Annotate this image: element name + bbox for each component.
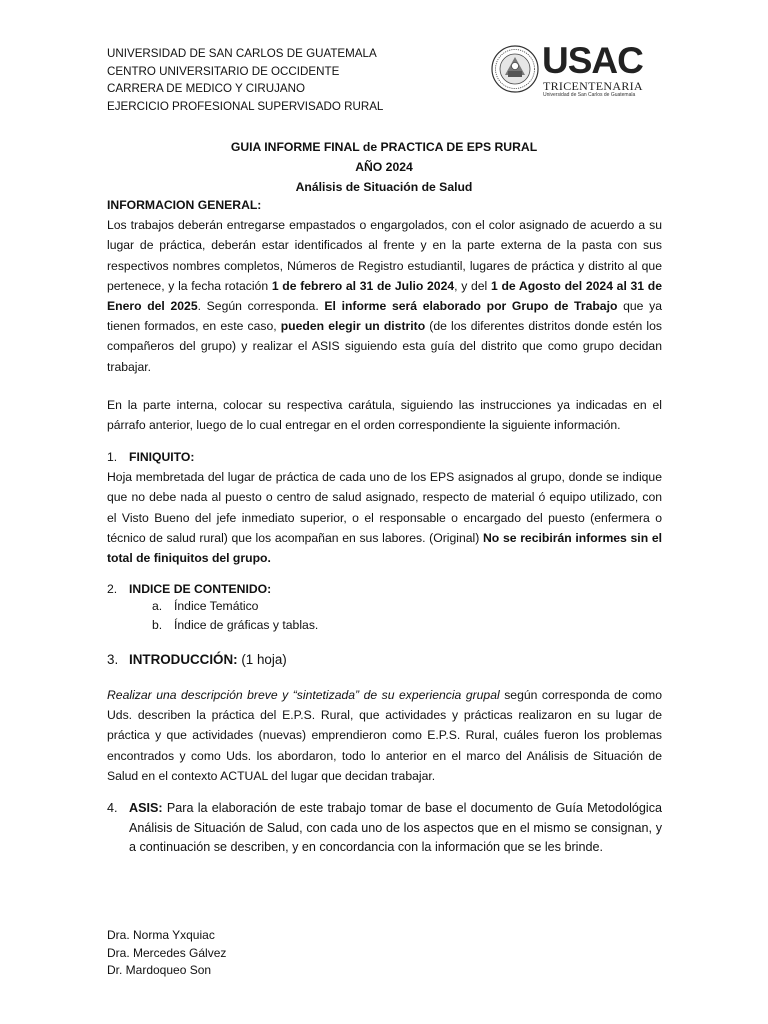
signature-name: Dr. Mardoqueo Son — [107, 963, 212, 978]
signature-name: Dra. Norma Yxquiac — [107, 928, 215, 942]
title-year: AÑO 2024 — [355, 160, 413, 174]
header-line: UNIVERSIDAD DE SAN CARLOS DE GUATEMALA — [107, 47, 377, 60]
general-info-section — [107, 195, 662, 377]
section-finiquito — [107, 447, 662, 568]
header-line: CARRERA DE MEDICO Y CIRUJANO — [107, 82, 305, 96]
section-body: Hoja membretada del lugar de práctica de cada uno de los EPS asignados al grupo, donde se indique que no debe nada al puesto o centro de salud asignado, respecto de material ó equipo utilizado, con el Visto Bueno del jefe inmediato superior, o el responsable o encargado del puesto (enfermera o técnico de salud rural) que los acompañan en sus labores. (Original) No se recibirán informes sin el total de finiquitos del grupo. — [107, 470, 662, 566]
section-indice-heading: 2. INDICE DE CONTENIDO: — [107, 582, 272, 596]
institution-header — [107, 45, 383, 115]
signature-name: Dra. Mercedes Gálvez — [107, 945, 227, 960]
section-heading: 1. FINIQUITO: — [107, 450, 195, 464]
usac-logo — [491, 40, 643, 103]
university-seal-icon — [491, 45, 539, 93]
logo-wordmark: USAC — [542, 40, 643, 81]
indice-list — [152, 597, 318, 634]
logo-subtitle: TRICENTENARIA — [543, 79, 643, 93]
title-line: GUIA INFORME FINAL de PRACTICA DE EPS RURAL — [230, 140, 538, 154]
signatures — [107, 927, 226, 980]
document-title — [0, 137, 768, 197]
list-item: a. Índice Temático — [152, 599, 259, 613]
title-subject: Análisis de Situación de Salud — [295, 180, 473, 194]
section-heading: INFORMACION GENERAL: — [107, 198, 262, 212]
header-line: CENTRO UNIVERSITARIO DE OCCIDENTE — [107, 64, 340, 78]
logo-university-name: Universidad de San Carlos de Guatemala — [543, 92, 636, 98]
section-asis-number: 4. — [107, 801, 118, 815]
list-item: b. Índice de gráficas y tablas. — [152, 617, 319, 632]
introduccion-body: Realizar una descripción breve y “sintetizada” de su experiencia grupal según corresponda de como Uds. describen la práctica del E.P.S. Rural, que actividades y prácticas realizaron en su lugar de práctica y que actividades (nuevas) emprendieron como E.P.S. Rural, cuáles fueron los problemas encontrados y como Uds. los abordaron, todo lo anterior en el marco del Análisis de Situación de Salud en el contexto ACTUAL del lugar que decidan trabajar. — [107, 688, 662, 783]
general-paragraph: Los trabajos deberán entregarse empastados o engargolados, con el color asignado de acuerdo a su lugar de práctica, deberán estar identificados al frente y en la parte externa de la pasta con sus respectivos nombres completos, Números de Registro estudiantil, lugares de práctica y distrito al que pertenece, y la fecha rotación 1 de febrero al 31 de Julio 2024, y del 1 de Agosto del 2024 al 31 de Enero del 2025. Según corresponda. El informe será elaborado por Grupo de Trabajo que ya tienen formados, en este caso, pueden elegir un distrito (de los diferentes distritos donde estén los compañeros del grupo) y realizar el ASIS siguiendo esta guía del distrito que como grupo decidan trabajar. — [107, 218, 662, 374]
section-introduccion-heading: 3. INTRODUCCIÓN: (1 hoja) — [107, 652, 287, 667]
header-line: EJERCICIO PROFESIONAL SUPERVISADO RURAL — [107, 99, 384, 113]
section-asis: ASIS: Para la elaboración de este trabajo tomar de base el documento de Guía Metodológica Análisis de Situación de Salud, con cada uno de los aspectos que en el mismo se consignan, y a continuación se describen, y en concordancia con la información que se les brinde. — [129, 801, 662, 855]
inner-cover-paragraph: En la parte interna, colocar su respectiva carátula, siguiendo las instrucciones ya indicadas en el párrafo anterior, luego de lo cual entregar en el orden correspondiente la siguiente información. — [107, 398, 662, 433]
